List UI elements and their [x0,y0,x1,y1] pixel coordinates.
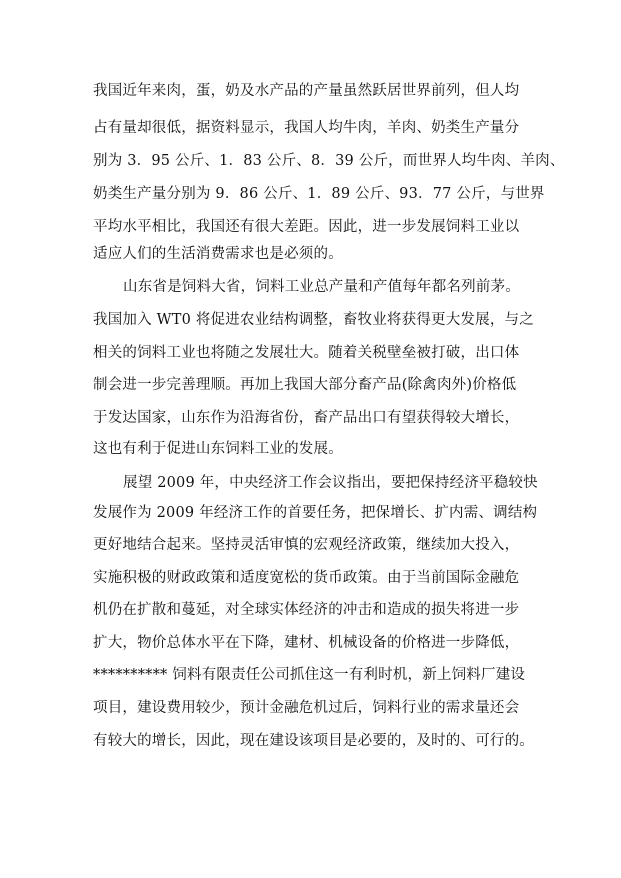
paragraph-3-line-6: 扩大，物价总体水平在下降，建材、机械设备的价格进一步降低， [93,635,520,651]
paragraph-1-line-2: 占有量却很低，据资料显示，我国人均牛肉，羊肉、奶类生产量分 [93,120,520,136]
paragraph-3-line-3: 更好地结合起来。坚持灵活审慎的宏观经济政策，继续加大投入， [93,537,520,553]
paragraph-3-line-1: 展望 2009 年，中央经济工作会议指出，要把保持经济平稳较快 [123,475,538,491]
paragraph-1-line-5: 平均水平相比，我国还有很大差距。因此，进一步发展饲料工业以 [93,219,520,235]
paragraph-2-line-5: 于发达国家，山东作为沿海省份，畜产品出口有望获得较大增长， [93,410,520,426]
paragraph-3-line-8: 项目，建设费用较少，预计金融危机过后，饲料行业的需求量还会 [93,700,520,716]
paragraph-2-line-6: 这也有利于促进山东饲料工业的发展。 [93,441,343,457]
paragraph-2-line-1: 山东省是饲料大省，饲料工业总产量和产值每年都名列前茅。 [123,279,520,295]
paragraph-3-line-5: 机仍在扩散和蔓延，对全球实体经济的冲击和造成的损失将进一步 [93,602,520,618]
paragraph-3-line-2: 发展作为 2009 年经济工作的首要任务，把保增长、扩内需、调结构 [93,505,538,521]
paragraph-3-line-4: 实施积极的财政政策和适度宽松的货币政策。由于当前国际金融危 [93,570,520,586]
paragraph-1-line-1: 我国近年来肉，蛋，奶及水产品的产量虽然跃居世界前列，但人均 [93,83,520,99]
paragraph-1-line-3: 别为 3．95 公斤、1．83 公斤、8．39 公斤，而世界人均牛肉、羊肉、 [93,153,565,169]
paragraph-2-line-3: 相关的饲料工业也将随之发展壮大。随着关税壁垒被打破，出口体 [93,345,520,361]
paragraph-2-line-4: 制会进一步完善理顺。再加上我国大部分畜产品(除禽肉外)价格低 [93,377,517,393]
paragraph-3-line-7: ********** 饲料有限责任公司抓住这一有利时机，新上饲料厂建设 [93,667,526,683]
paragraph-3-line-9: 有较大的增长，因此，现在建设该项目是必要的，及时的、可行的。 [93,733,534,749]
paragraph-1-line-4: 奶类生产量分别为 9．86 公斤、1．89 公斤、93．77 公斤，与世界 [93,186,545,202]
paragraph-1-line-6: 适应人们的生活消费需求也是必须的。 [93,246,343,262]
paragraph-2-line-2: 我国加入 WT0 将促进农业结构调整，畜牧业将获得更大发展，与之 [93,312,534,328]
